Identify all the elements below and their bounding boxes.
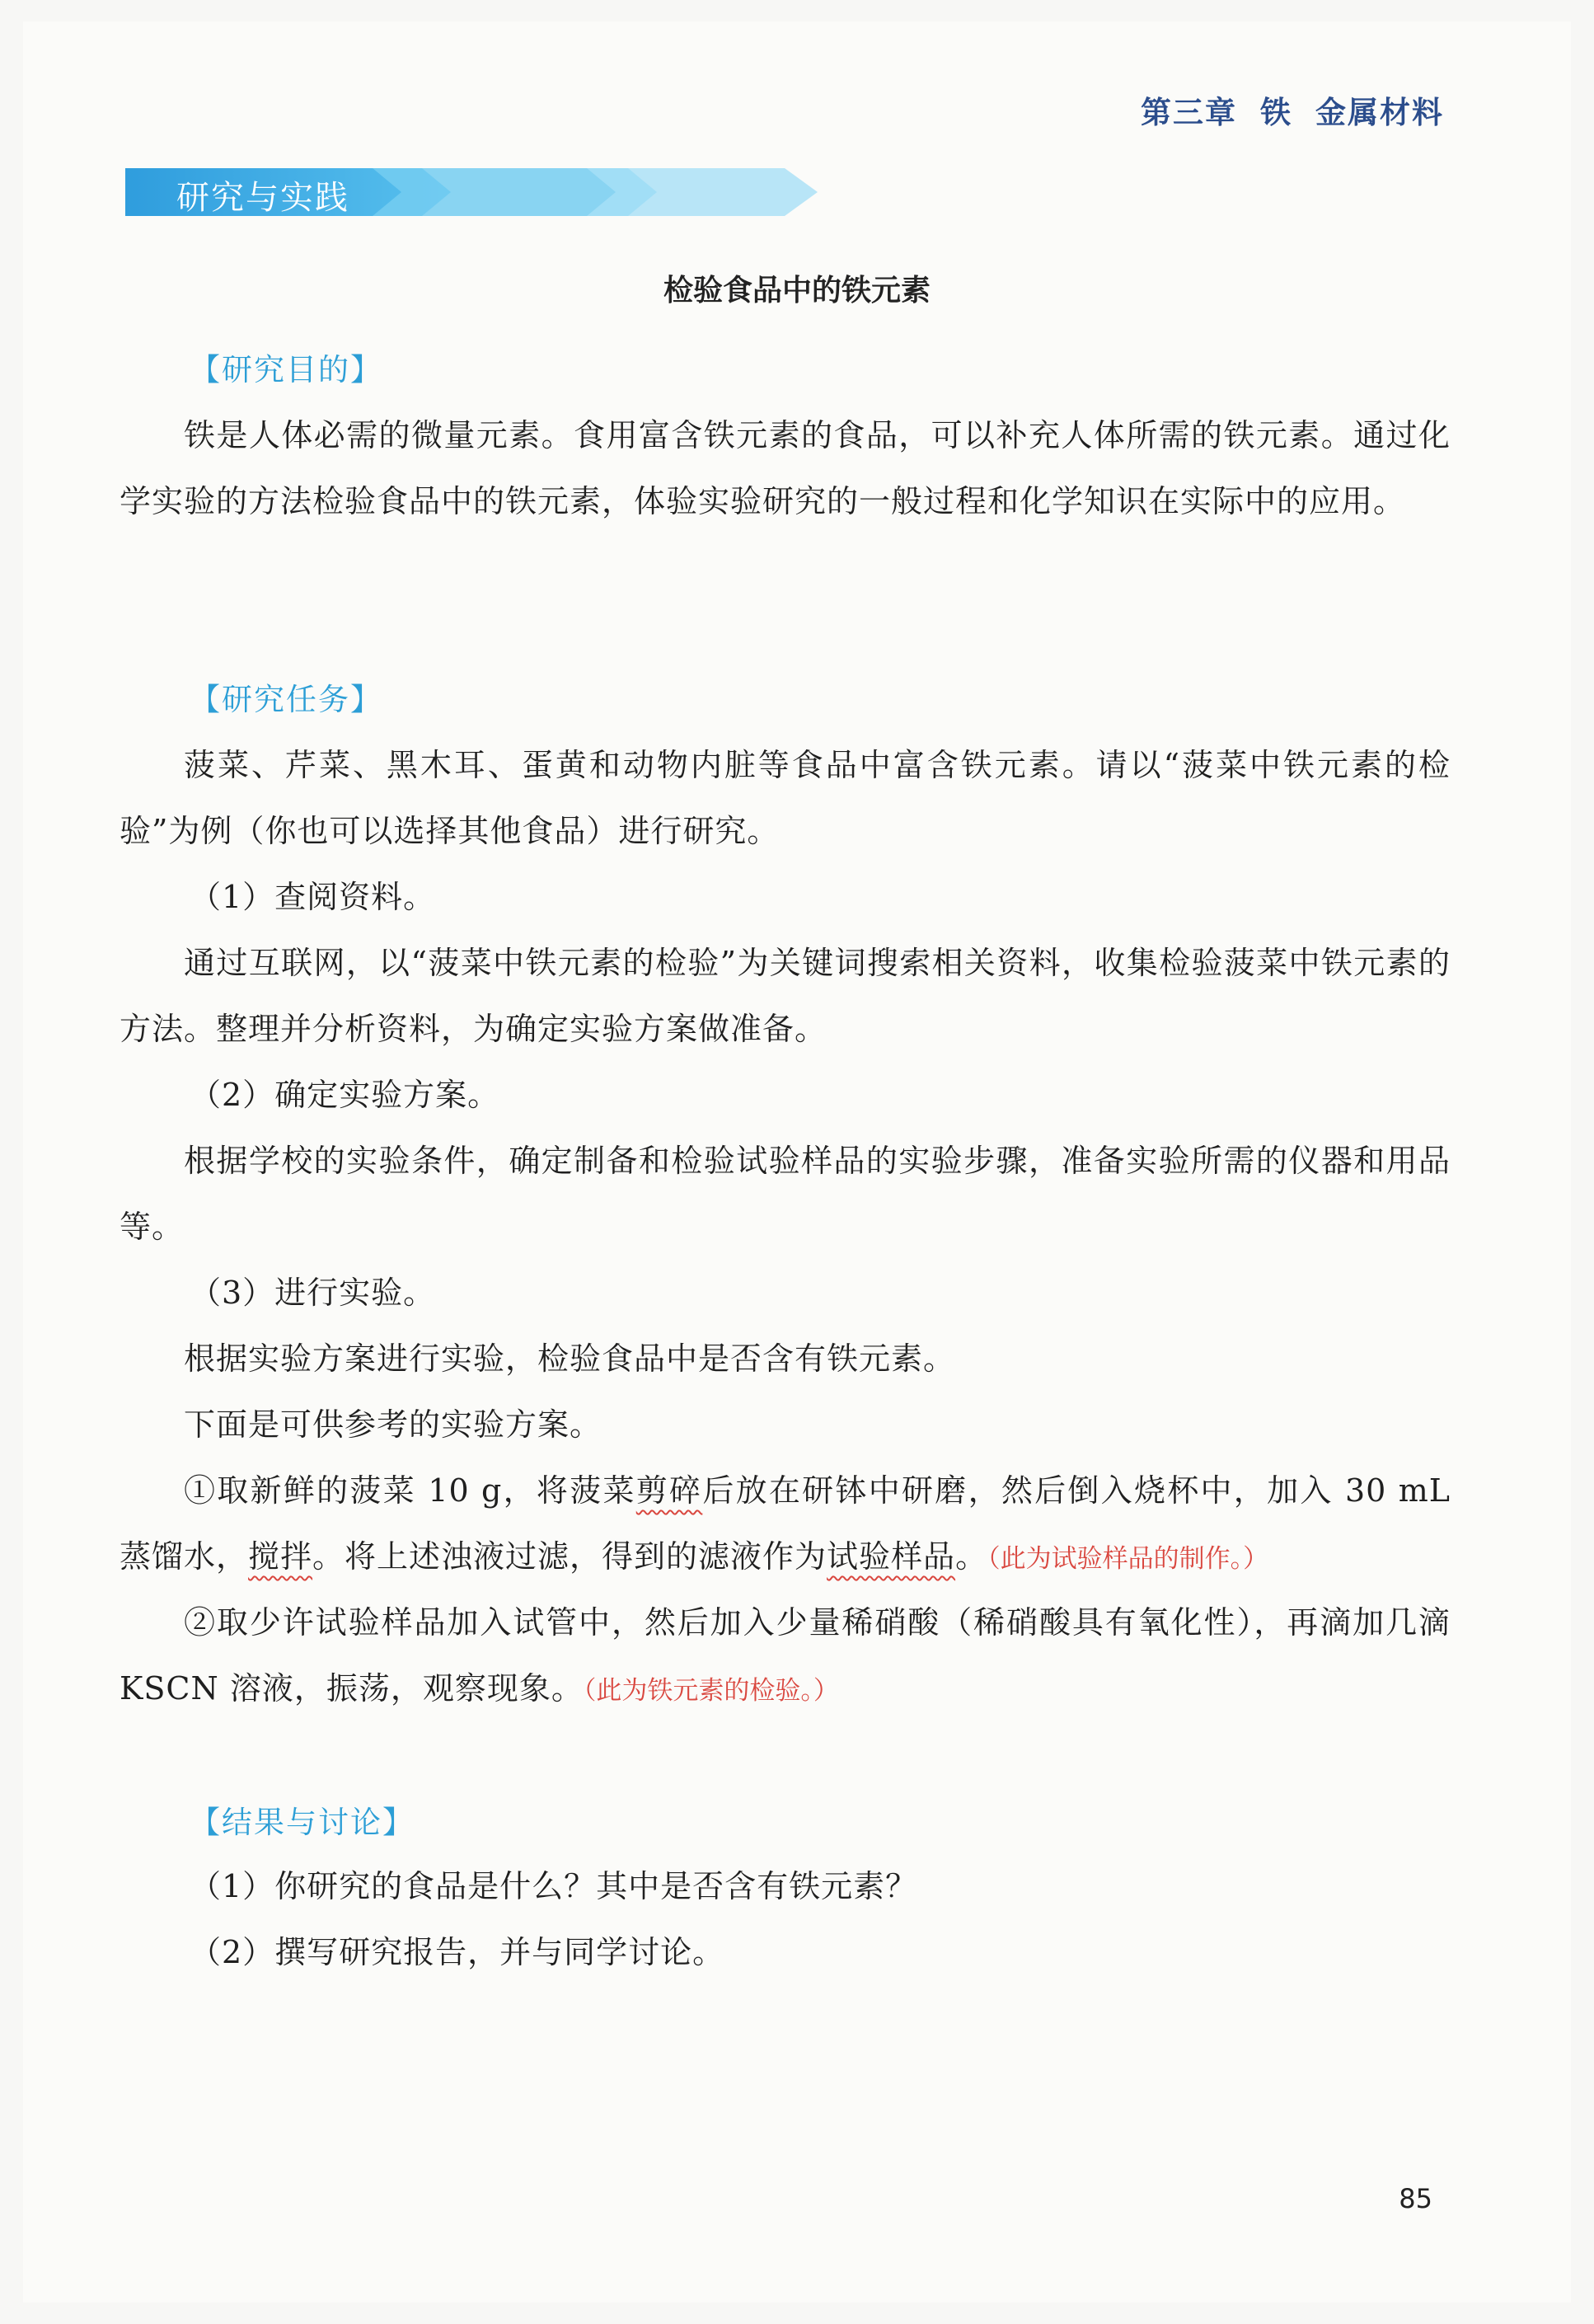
step2-label: （2）确定实验方案。 xyxy=(190,1077,500,1113)
procedure-step-1 xyxy=(120,1458,1451,1592)
procedure1-emphasis-stir: 搅拌 xyxy=(248,1538,313,1575)
chapter-header xyxy=(1141,87,1444,132)
procedure1-text-a: ①取新鲜的菠菜 10 g，将菠菜 xyxy=(184,1472,636,1509)
procedure-step-2 xyxy=(120,1589,1451,1724)
step3-paragraph: 根据实验方案进行实验，检验食品中是否含有铁元素。 xyxy=(184,1340,956,1377)
banner-label: 研究与实践 xyxy=(176,179,349,217)
step1-paragraph: 通过互联网，以“菠菜中铁元素的检验”为关键词搜索相关资料，收集检验菠菜中铁元素的方法。整理并分析资料，为确定实验方案做准备。 xyxy=(120,945,1451,1047)
chapter-topic: 铁 xyxy=(1260,95,1292,130)
step3-label: （3）进行实验。 xyxy=(190,1275,436,1311)
page-number: 85 xyxy=(1399,2183,1432,2214)
step2-paragraph: 根据学校的实验条件，确定制备和检验试验样品的实验步骤，准备实验所需的仪器和用品等。 xyxy=(120,1143,1451,1245)
task-intro-paragraph: 菠菜、芹菜、黑木耳、蛋黄和动物内脏等食品中富含铁元素。请以“菠菜中铁元素的检验”为例（你也可以选择其他食品）进行研究。 xyxy=(120,747,1451,849)
section-banner xyxy=(125,168,851,216)
step1-label: （1）查阅资料。 xyxy=(190,879,436,915)
procedure1-text-d: 。 xyxy=(955,1538,988,1575)
procedure1-text-c: 。将上述浊液过滤，得到的滤液作为 xyxy=(312,1538,827,1575)
procedure1-emphasis-sample: 试验样品 xyxy=(827,1538,956,1575)
procedure2-annotation: （此为铁元素的检验。） xyxy=(583,1676,839,1706)
procedure1-text-b: 后放在研钵中研磨，然后倒入烧杯中，加入 30 mL 蒸馏水， xyxy=(120,1472,1451,1575)
chapter-subtopic: 金属材料 xyxy=(1315,95,1444,130)
purpose-paragraph: 铁是人体必需的微量元素。食用富含铁元素的食品，可以补充人体所需的铁元素。通过化学实验的方法检验食品中的铁元素，体验实验研究的一般过程和化学知识在实际中的应用。 xyxy=(120,417,1451,519)
results-question-2: （2）撰写研究报告，并与同学讨论。 xyxy=(190,1934,725,1970)
results-question-1: （1）你研究的食品是什么？其中是否含有铁元素？ xyxy=(190,1868,918,1904)
procedure2-text: ②取少许试验样品加入试管中，然后加入少量稀硝酸（稀硝酸具有氧化性），再滴加几滴 KSCN 溶液，振荡，观察现象。 xyxy=(120,1604,1451,1707)
section-heading-results: 【结果与讨论】 xyxy=(190,1805,415,1840)
section-heading-task: 【研究任务】 xyxy=(190,682,382,717)
procedure1-annotation: （此为试验样品的制作。） xyxy=(987,1544,1269,1574)
document-title: 检验食品中的铁元素 xyxy=(663,274,931,308)
reference-intro: 下面是可供参考的实验方案。 xyxy=(184,1406,602,1443)
section-heading-purpose: 【研究目的】 xyxy=(190,352,382,387)
chapter-number: 第三章 xyxy=(1141,95,1237,130)
procedure1-emphasis-cut: 剪碎 xyxy=(635,1472,703,1509)
